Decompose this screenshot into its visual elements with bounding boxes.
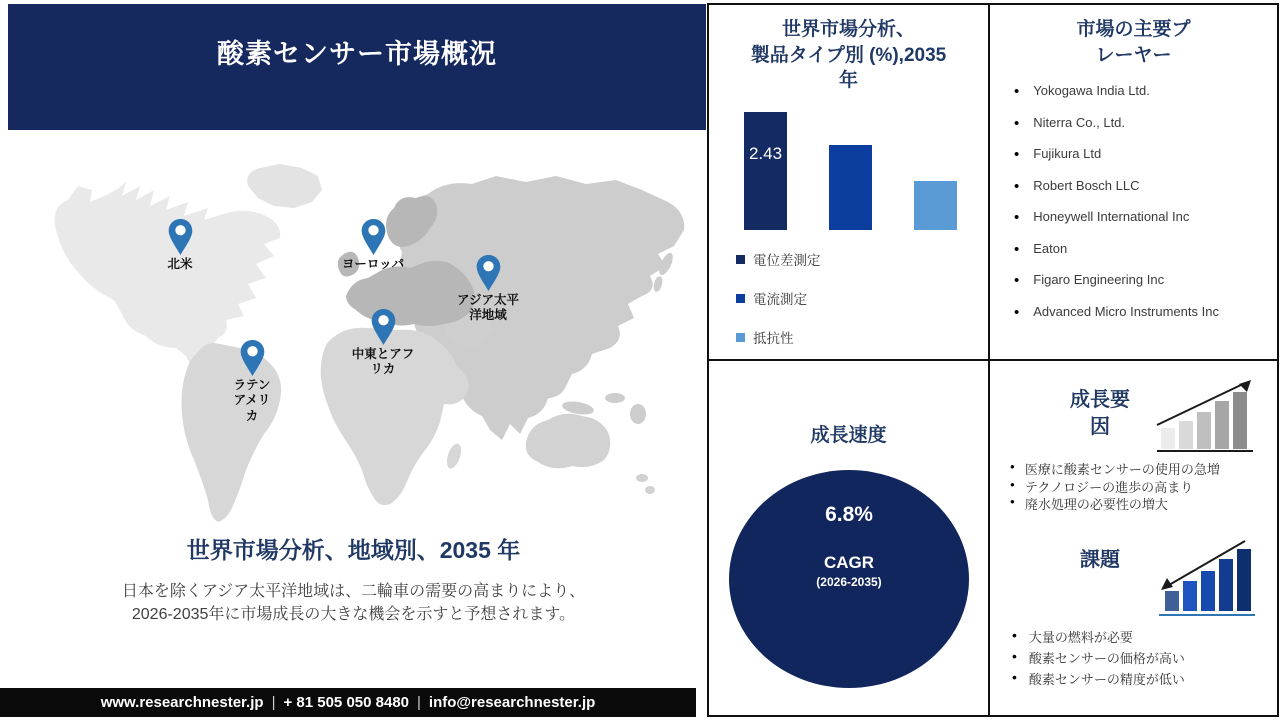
legend-swatch [736,333,745,342]
challenges-list [1004,627,1185,690]
key-player-item: • Advanced Micro Instruments Inc [1010,304,1219,336]
product-bar-chart [709,5,990,230]
legend-item [736,287,821,309]
growth-factors-title-line: 成長要 [1070,389,1130,411]
cagr-label: CAGR [823,553,875,572]
bar-電位差測定 [744,112,787,230]
challenges-title: 課題 [1080,549,1120,571]
product-chart-title-line: 製品タイプ別 (%),2035 [750,44,947,66]
key-player-item: • Yokogawa India Ltd. [1010,83,1219,115]
legend-item [736,326,821,348]
map-region-label-europe: ヨーロッパ [341,257,405,271]
map-pin-latin-america [239,338,266,378]
product-chart-title-line: 年 [838,70,858,92]
regional-analysis-body [0,580,707,626]
key-players-title-line: 市場の主要プ [1076,19,1191,40]
bar-電流測定 [829,145,872,230]
key-players-title [990,17,1277,68]
challenge-item: • 大量の燃料が必要 [1004,627,1185,648]
cagr-circle [729,470,969,688]
footer-separator: | [417,694,421,711]
growth-factor-item: ● 廃水処理の必要性の増大 [1004,494,1220,512]
map-pin-europe [360,217,387,257]
world-map-continents [30,156,690,536]
key-players-title-line: レーヤー [1095,44,1172,66]
map-region-label-latin-america: ラテン アメリ カ [233,378,271,423]
map-pin-north-america [167,217,194,257]
bar-抵抗性 [914,181,957,230]
bar-value-label: 2.43 [748,144,783,163]
right-panels-grid [707,3,1279,717]
growth-factors-title-line: 因 [1090,416,1110,438]
panel-product-chart [709,5,990,361]
cagr-period: (2026-2035) [816,575,882,589]
world-map [30,156,690,536]
key-player-item: • Figaro Engineering Inc [1010,272,1219,304]
challenge-item: • 酸素センサーの精度が低い [1004,669,1185,690]
footer-bar [0,688,696,717]
growth-factors-list [1004,459,1220,512]
legend-item [736,248,821,270]
chart-legend [736,248,821,365]
key-player-item: • Eaton [1010,241,1219,273]
regional-body-line-2: 2026-2035年に市場成長の大きな機会を示すと予想されます。 [131,606,576,624]
map-pin-asia-pacific [475,253,502,293]
key-players-list [1010,83,1219,335]
legend-label: 抵抗性 [753,331,794,346]
key-player-item: • Niterra Co., Ltd. [1010,115,1219,147]
map-region-label-middle-east-africa: 中東とアフ リカ [351,347,415,377]
key-player-item: • Honeywell International Inc [1010,209,1219,241]
legend-swatch [736,255,745,264]
challenges-trend-icon [1157,537,1257,619]
page-title: 酸素センサー市場概況 [217,39,497,69]
legend-label: 電流測定 [753,292,807,307]
growth-factors-title [1030,387,1170,441]
regional-body-line-1: 日本を除くアジア太平洋地域は、二輪車の需要の高まりにより、 [121,583,586,600]
legend-label: 電位差測定 [753,253,821,268]
product-chart-title-line: 世界市場分析、 [781,19,915,40]
panel-factors-challenges [990,361,1277,715]
footer-phone: + 81 505 050 8480 [283,694,410,711]
regional-analysis-heading: 世界市場分析、地域別、2035 年 [186,537,521,563]
key-player-item: • Robert Bosch LLC [1010,178,1219,210]
footer-separator: | [271,694,276,711]
header-banner [8,4,706,130]
growth-factor-item: ● テクノロジーの進歩の高まり [1004,477,1220,495]
legend-swatch [736,294,745,303]
footer-website: www.researchnester.jp [100,694,264,711]
cagr-value: 6.8% [825,503,873,526]
challenge-item: • 酸素センサーの価格が高い [1004,648,1185,669]
map-region-label-north-america: 北米 [167,257,193,271]
panel-growth-rate [709,361,990,715]
growth-rate-title: 成長速度 [810,425,887,446]
panel-key-players [990,5,1277,361]
footer-email: info@researchnester.jp [428,694,596,711]
key-player-item: • Fujikura Ltd [1010,146,1219,178]
map-region-label-asia-pacific: アジア太平 洋地域 [456,293,519,323]
growth-factor-item: ● 医療に酸素センサーの使用の急増 [1004,459,1220,477]
growth-trend-icon [1155,379,1255,457]
map-pin-middle-east-africa [370,307,397,347]
